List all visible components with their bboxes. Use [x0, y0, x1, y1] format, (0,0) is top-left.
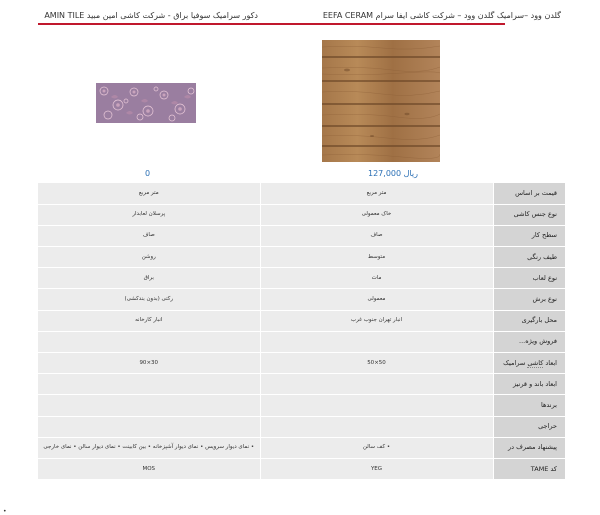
- spec-value: [260, 331, 493, 352]
- spec-label: [493, 353, 565, 374]
- spec-comparison-table: [38, 183, 565, 480]
- spec-value: متر مربع: [38, 183, 260, 204]
- spec-label: کد TAME: [493, 458, 565, 479]
- spec-value: [38, 374, 260, 395]
- spec-label: نوع برش: [493, 289, 565, 310]
- spec-label: برندها: [493, 395, 565, 416]
- table-row: [38, 353, 565, 374]
- spec-value: متر مربع: [260, 183, 493, 204]
- product-title[interactable]: گلدن وود –سرامیک گلدن وود – شرکت کاشی ایفا سرام EEFA CERAM: [322, 11, 561, 20]
- spec-value: صاف: [38, 225, 260, 246]
- table-row: [38, 395, 565, 416]
- spec-value: خاک معمولی: [260, 204, 493, 225]
- spec-label: سطح کار: [493, 225, 565, 246]
- spec-label: نوع لعاب: [493, 268, 565, 289]
- product-price: 127,000 ریال: [368, 169, 418, 178]
- spec-value: YEG: [260, 458, 493, 479]
- table-row: [38, 183, 565, 204]
- paisley-decor-tile-image[interactable]: [96, 83, 196, 123]
- product-column-golden-wood: [260, 10, 565, 182]
- product-compare-header: [38, 10, 565, 182]
- wood-plank-tile-image[interactable]: [322, 40, 440, 162]
- spec-value: [38, 331, 260, 352]
- spec-value: [260, 374, 493, 395]
- table-row: [38, 374, 565, 395]
- spec-value: 30×90: [38, 353, 260, 374]
- spec-value: [38, 395, 260, 416]
- spec-label: فروش ویژه...: [493, 331, 565, 352]
- spec-value: مات: [260, 268, 493, 289]
- spec-label: حراجی: [493, 416, 565, 437]
- corner-mark: •: [3, 508, 7, 515]
- title-underline: [38, 23, 260, 25]
- spec-value: براق: [38, 268, 260, 289]
- spec-value: رکتی (بدون بندکشی): [38, 289, 260, 310]
- spec-label: ابعاد باند و قرنیز: [493, 374, 565, 395]
- table-row: [38, 204, 565, 225]
- spec-value: صاف: [260, 225, 493, 246]
- table-row: [38, 310, 565, 331]
- tile-glossary-link[interactable]: کاشی: [527, 358, 544, 367]
- spec-value: [38, 416, 260, 437]
- table-row: [38, 289, 565, 310]
- spec-label: محل بارگیری: [493, 310, 565, 331]
- product-column-sofia-decor: [38, 10, 258, 182]
- spec-value: • نمای دیوار سرویس • نمای دیوار آشپزخانه • بین کابینت • نمای دیوار سالن • نمای خارجی: [38, 437, 260, 458]
- spec-value: انبار تهران جنوب غرب: [260, 310, 493, 331]
- spec-label-suffix: سرامیک: [503, 358, 528, 367]
- spec-label: نوع جنس کاشی: [493, 204, 565, 225]
- table-row: [38, 437, 565, 458]
- table-row: [38, 416, 565, 437]
- table-row: [38, 247, 565, 268]
- product-title[interactable]: دکور سرامیک سوفیا براق - شرکت کاشی امین مبید AMIN TILE: [44, 11, 258, 20]
- spec-value: پرسلان لعابدار: [38, 204, 260, 225]
- spec-value: [260, 395, 493, 416]
- spec-value: 50×50: [260, 353, 493, 374]
- table-row: [38, 225, 565, 246]
- spec-value: انبار کارخانه: [38, 310, 260, 331]
- product-price: 0: [145, 169, 151, 178]
- spec-value: متوسط: [260, 247, 493, 268]
- table-row: [38, 458, 565, 479]
- spec-label: قیمت بر اساس: [493, 183, 565, 204]
- table-row: [38, 331, 565, 352]
- spec-value: معمولی: [260, 289, 493, 310]
- spec-value: روشن: [38, 247, 260, 268]
- spec-value: [260, 416, 493, 437]
- table-row: [38, 268, 565, 289]
- spec-label: پیشنهاد مصرف در: [493, 437, 565, 458]
- spec-label-prefix: ابعاد: [543, 358, 557, 367]
- spec-label: طیف رنگی: [493, 247, 565, 268]
- spec-value: • کف سالن: [260, 437, 493, 458]
- spec-value: MOS: [38, 458, 260, 479]
- title-underline: [260, 23, 505, 25]
